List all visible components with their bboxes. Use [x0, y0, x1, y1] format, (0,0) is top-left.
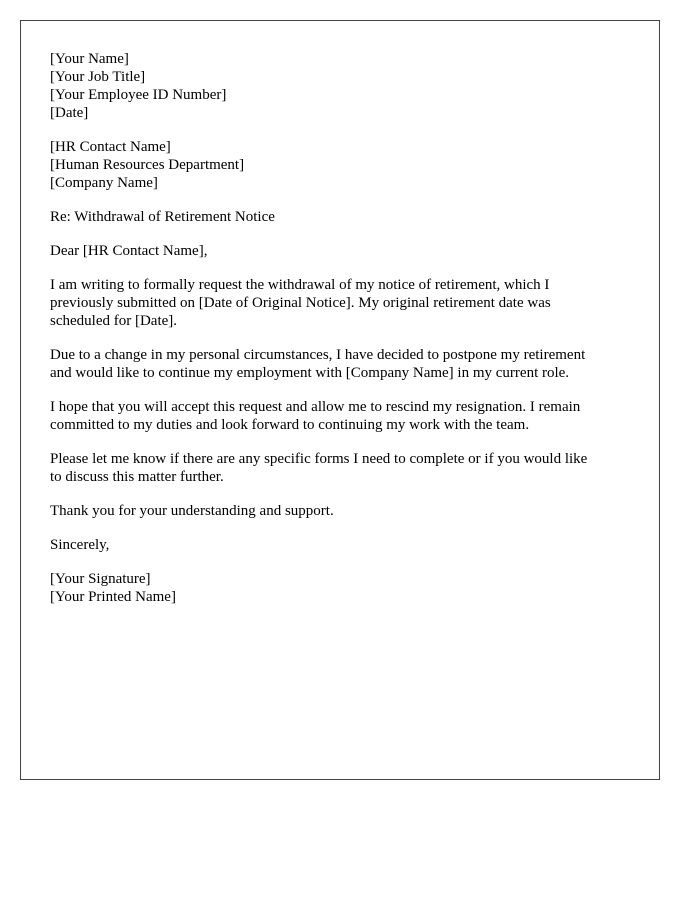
paragraph-line: previously submitted on [Date of Original Notice]. My original retirement date was	[50, 295, 551, 311]
paragraph-line: scheduled for [Date].	[50, 313, 178, 329]
paragraph-line: Due to a change in my personal circumstances, I have decided to postpone my retirement	[50, 347, 586, 363]
paragraph-commitment	[50, 398, 640, 434]
paragraph-thanks	[50, 502, 640, 520]
signature-block	[50, 570, 640, 606]
paragraph-next-steps	[50, 450, 640, 486]
printed-name: [Your Printed Name]	[50, 589, 176, 605]
sender-job-title: [Your Job Title]	[50, 69, 146, 85]
sender-name: [Your Name]	[50, 51, 129, 67]
closing	[50, 536, 640, 554]
paragraph-line: to discuss this matter further.	[50, 469, 224, 485]
salutation	[50, 242, 640, 260]
recipient-contact-name: [HR Contact Name]	[50, 139, 171, 155]
sender-employee-id: [Your Employee ID Number]	[50, 87, 227, 103]
paragraph-line: I hope that you will accept this request and allow me to rescind my resignation. I remain	[50, 399, 581, 415]
recipient-department: [Human Resources Department]	[50, 157, 245, 173]
salutation-text: Dear [HR Contact Name],	[50, 243, 208, 259]
paragraph-line: I am writing to formally request the withdrawal of my notice of retirement, which I	[50, 277, 550, 293]
subject-line	[50, 208, 640, 226]
signature-line: [Your Signature]	[50, 571, 151, 587]
letter-date: [Date]	[50, 105, 89, 121]
paragraph-reason	[50, 346, 640, 382]
closing-text: Sincerely,	[50, 537, 110, 553]
subject-text: Re: Withdrawal of Retirement Notice	[50, 209, 275, 225]
recipient-company: [Company Name]	[50, 175, 158, 191]
letter-page	[20, 20, 660, 780]
paragraph-line: Thank you for your understanding and support.	[50, 503, 334, 519]
letter-body	[50, 50, 640, 622]
paragraph-withdrawal-request	[50, 276, 640, 330]
sender-block	[50, 50, 640, 122]
paragraph-line: and would like to continue my employment with [Company Name] in my current role.	[50, 365, 570, 381]
recipient-block	[50, 138, 640, 192]
paragraph-line: Please let me know if there are any specific forms I need to complete or if you would like	[50, 451, 588, 467]
paragraph-line: committed to my duties and look forward to continuing my work with the team.	[50, 417, 530, 433]
